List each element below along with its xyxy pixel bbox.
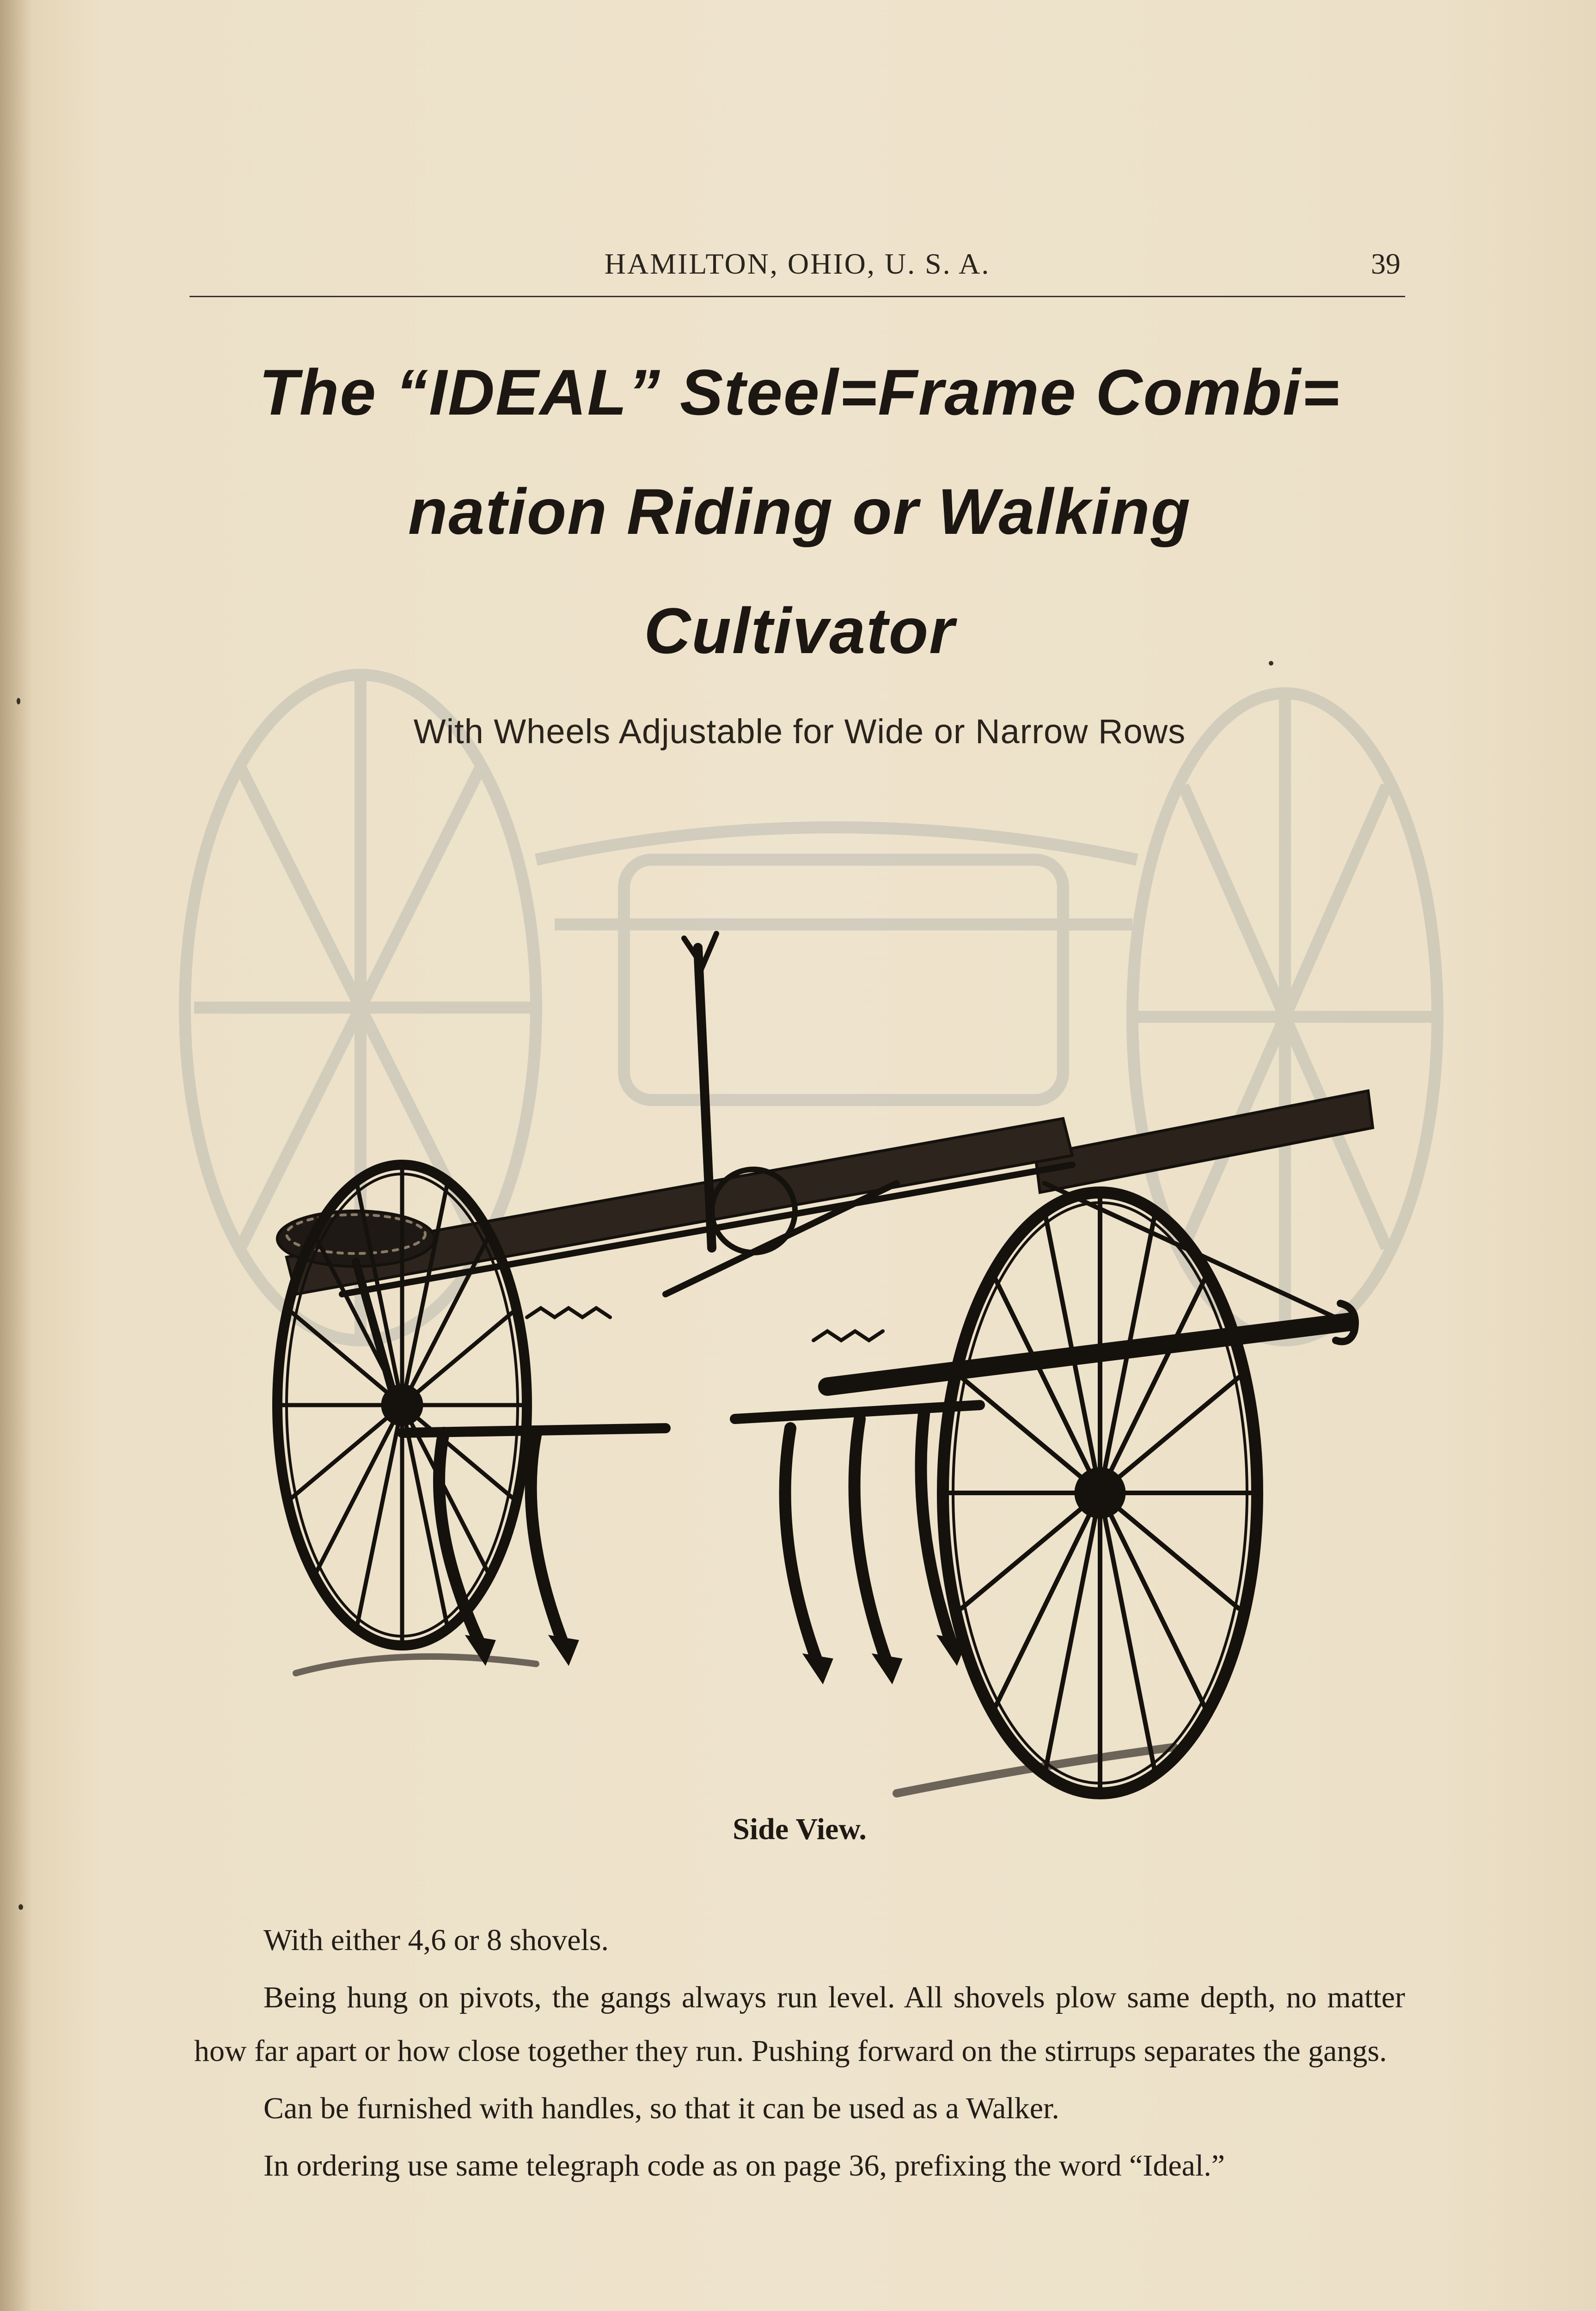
subtitle: With Wheels Adjustable for Wide or Narrow Rows [413,712,1186,751]
running-head-text: HAMILTON, OHIO, U. S. A. [604,247,991,280]
paragraph-handles: Can be furnished with handles, so that it can be used as a Walker. [263,2091,1059,2125]
figure-caption: Side View. [733,1812,867,1846]
binding-gutter-shadow [0,0,32,2311]
page-number: 39 [1371,247,1400,280]
page-title [176,333,1424,691]
cultivator-illustration [203,832,1405,1826]
paragraph-pivots: Being hung on pivots, the gangs always run level. All shovels plow same depth, no matter how far apart or how close together they run. Pushing forward on the stirrups separates the gangs. [194,1981,1405,2068]
paragraph-ordering: In ordering use same telegraph code as on page 36, prefixing the word “Ideal.” [263,2149,1225,2183]
title-line-3: Cultivator [644,594,955,667]
title-line-2: nation Riding or Walking [408,475,1192,548]
body-text [194,1914,1405,2196]
paragraph-shovels: With either 4,6 or 8 shovels. [263,1923,609,1957]
running-header [190,240,1405,297]
title-line-1: The “IDEAL” Steel=Frame Combi= [259,356,1340,428]
